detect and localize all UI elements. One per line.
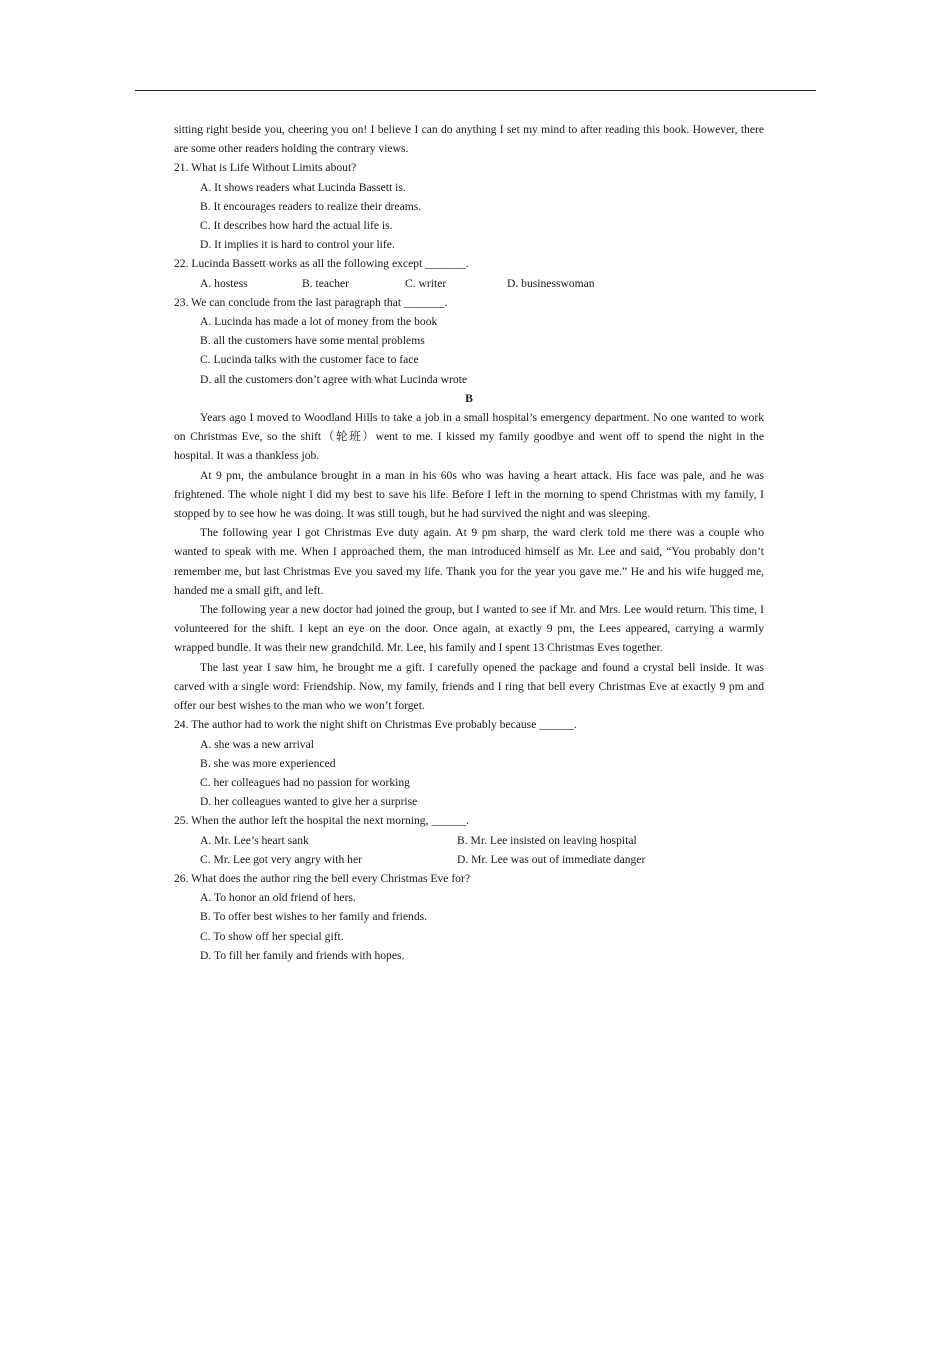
option-a: A. Lucinda has made a lot of money from the book xyxy=(200,315,438,329)
passage-paragraph: Years ago I moved to Woodland Hills to take a job in a small hospital’s emergency department. No one wanted to work on Christmas Eve, so the shift（轮班）went to me. I kissed my family goodbye and went off to spend the night in the hospital. It was a thankless job. xyxy=(174,411,764,463)
question-stem: 24. The author had to work the night shift on Christmas Eve probably because ______. xyxy=(174,718,577,732)
header-rule xyxy=(135,90,816,91)
passage-paragraph: The following year I got Christmas Eve duty again. At 9 pm sharp, the ward clerk told me there was a couple who wanted to speak with me. When I approached them, the man introduced himself as Mr. Lee and said, “You probably don’t remember me, but last Christmas Eve you saved my life. Thank you for the year you gave me.” He and his wife hugged me, handed me a small gift, and left. xyxy=(174,526,764,597)
option-d: D. all the customers don’t agree with what Lucinda wrote xyxy=(200,372,468,386)
options-row xyxy=(174,274,764,293)
option-b: B. To offer best wishes to her family and friends. xyxy=(200,910,428,924)
passage-paragraph: At 9 pm, the ambulance brought in a man in his 60s who was having a heart attack. His face was pale, and he was frightened. The whole night I did my best to save his life. Before I left in the morning to spend Christmas with my family, I stopped by to see how he was doing. It was still tough, but he had survived the night and was sleeping. xyxy=(174,468,764,521)
question-23 xyxy=(174,293,764,389)
option-a: A. hostess xyxy=(200,276,248,290)
question-22 xyxy=(174,254,764,292)
passage-paragraph: The following year a new doctor had joined the group, but I wanted to see if Mr. and Mrs. Lee would return. This time, I volunteered for the shift. I kept an eye on the door. Once again, at exactly 9 pm, the Lees appeared, carrying a warmly wrapped bundle. It was their new grandchild. Mr. Lee, his family and I spent 13 Christmas Eves together. xyxy=(174,603,764,655)
option-d: D. her colleagues wanted to give her a surprise xyxy=(200,795,418,809)
option-d: D. It implies it is hard to control your life. xyxy=(200,238,395,252)
option-c: C. Mr. Lee got very angry with her xyxy=(200,852,362,866)
question-24 xyxy=(174,715,764,811)
option-d: D. Mr. Lee was out of immediate danger xyxy=(457,852,646,866)
option-a: A. To honor an old friend of hers. xyxy=(200,891,356,905)
option-a: A. Mr. Lee’s heart sank xyxy=(200,833,309,847)
question-stem: 23. We can conclude from the last paragraph that _______. xyxy=(174,295,448,309)
question-stem: 21. What is Life Without Limits about? xyxy=(174,161,357,175)
passage-paragraph: The last year I saw him, he brought me a gift. I carefully opened the package and found a crystal bell inside. It was carved with a single word: Friendship. Now, my family, friends and I ring that bell every Christmas Eve at exactly 9 pm and offer our best wishes to the man who we won’t forget. xyxy=(174,660,764,713)
question-25 xyxy=(174,811,764,869)
question-26 xyxy=(174,869,764,965)
option-c: C. writer xyxy=(405,276,447,290)
option-b: B. all the customers have some mental problems xyxy=(200,334,425,348)
option-c: C. It describes how hard the actual life is. xyxy=(200,219,393,233)
question-stem: 26. What does the author ring the bell every Christmas Eve for? xyxy=(174,871,470,885)
page-content xyxy=(174,120,764,965)
option-a: A. she was a new arrival xyxy=(200,737,314,751)
question-21 xyxy=(174,158,764,254)
section-b-heading: B xyxy=(465,391,473,405)
option-a: A. It shows readers what Lucinda Bassett is. xyxy=(200,180,406,194)
option-d: D. To fill her family and friends with hopes. xyxy=(200,948,405,962)
intro-paragraph: sitting right beside you, cheering you on! I believe I can do anything I set my mind to after reading this book. However, there are some other readers holding the contrary views. xyxy=(174,123,764,156)
option-b: B. It encourages readers to realize their dreams. xyxy=(200,199,422,213)
option-d: D. businesswoman xyxy=(507,276,595,290)
question-stem: 25. When the author left the hospital the next morning, ______. xyxy=(174,814,470,828)
option-b: B. teacher xyxy=(302,276,349,290)
option-b: B. Mr. Lee insisted on leaving hospital xyxy=(457,833,637,847)
option-c: C. To show off her special gift. xyxy=(200,929,344,943)
option-c: C. Lucinda talks with the customer face to face xyxy=(200,353,419,367)
question-stem: 22. Lucinda Bassett works as all the following except _______. xyxy=(174,257,469,271)
options-row xyxy=(174,831,764,850)
option-c: C. her colleagues had no passion for working xyxy=(200,775,410,789)
option-b: B. she was more experienced xyxy=(200,756,336,770)
options-row xyxy=(174,850,764,869)
